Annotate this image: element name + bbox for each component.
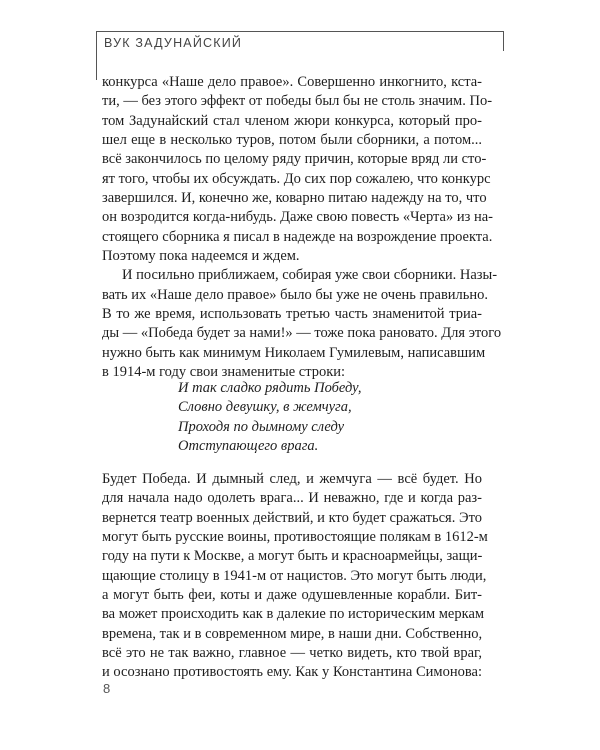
poem-line: Проходя по дымному следу xyxy=(178,418,345,435)
text-line: и осознано противостоять ему. Как у Константина Симонова: xyxy=(102,664,482,681)
text-line: он возродится когда-нибудь. Даже свою повесть «Черта» из на- xyxy=(102,209,493,226)
header-rule xyxy=(96,31,503,32)
poem-line: И так сладко рядить Победу, xyxy=(178,380,362,396)
text-line: времена, так и в современном мире, в наши дни. Собственно, xyxy=(102,625,483,642)
poem-line: Отступающего врага. xyxy=(178,437,319,454)
paragraph-2 xyxy=(102,266,502,382)
text-line: а могут быть феи, коты и даже одушевленные корабли. Бит- xyxy=(102,587,482,604)
text-line: нужно быть как минимум Николаем Гумилевым, написавшим xyxy=(102,344,486,361)
text-line: Будет Победа. И дымный след, и жемчуга — всё будет. Но xyxy=(102,471,482,487)
text-line: щающие столицу в 1941-м от нацистов. Это могут быть люди, xyxy=(102,567,487,584)
body-text-bottom xyxy=(102,470,488,683)
text-line: шел еще в несколько туров, потом были сборники, а потом... xyxy=(102,132,482,149)
text-line: ти, — без этого эффект от победы был бы не столь значим. По- xyxy=(102,93,493,110)
text-line: стоящего сборника я писал в надежде на возрождение проекта. xyxy=(102,228,493,245)
text-line: ды — «Победа будет за нами!» — тоже пока рановато. Для этого xyxy=(102,325,502,342)
text-line: И посильно приближаем, собирая уже свои сборники. Назы- xyxy=(122,267,498,284)
paragraph-3 xyxy=(102,470,488,683)
page-number: 8 xyxy=(103,681,111,696)
text-line: году на пути к Москве, а могут быть и красноармейцы, защи- xyxy=(102,548,483,565)
text-line: в 1914-м году свои знаменитые строки: xyxy=(102,364,346,381)
text-line: всё это не так важно, главное — четко видеть, кто твой враг, xyxy=(102,645,482,662)
text-line: всё закончилось по целому ряду причин, которые вряд ли сто- xyxy=(102,151,487,168)
text-line: могут быть русские воины, противостоящие полякам в 1612-м xyxy=(102,529,488,546)
text-line: конкурса «Наше дело правое». Совершенно инкогнито, кста- xyxy=(102,74,482,90)
poem-quote xyxy=(178,379,362,456)
poem-line: Словно девушку, в жемчуга, xyxy=(178,399,352,416)
text-line: В то же время, использовать третью часть знаменитой триа- xyxy=(102,306,482,323)
text-line: вернется театр военных действий, и кто будет сражаться. Это xyxy=(102,509,482,526)
header-left-rule xyxy=(96,31,97,80)
text-line: ва может происходить как в далекие по историческим меркам xyxy=(102,606,485,623)
text-line: ят того, чтобы их обсуждать. До сих пор сожалею, что конкурс xyxy=(102,170,491,187)
header-right-rule xyxy=(503,31,504,51)
running-head: ВУК ЗАДУНАЙСКИЙ xyxy=(104,36,243,50)
text-line: завершился. И, конечно же, коварно питаю надежду на то, что xyxy=(102,190,487,207)
text-line: Поэтому пока надеемся и ждем. xyxy=(102,248,300,265)
text-line: для начала надо одолеть врага... И неважно, где и когда раз- xyxy=(102,490,482,507)
text-line: вать их «Наше дело правое» было бы уже не очень правильно. xyxy=(102,286,489,303)
paragraph-1 xyxy=(102,73,493,266)
text-line: том Задунайский стал членом жюри конкурса, который про- xyxy=(102,112,482,129)
body-text-top xyxy=(102,73,502,383)
